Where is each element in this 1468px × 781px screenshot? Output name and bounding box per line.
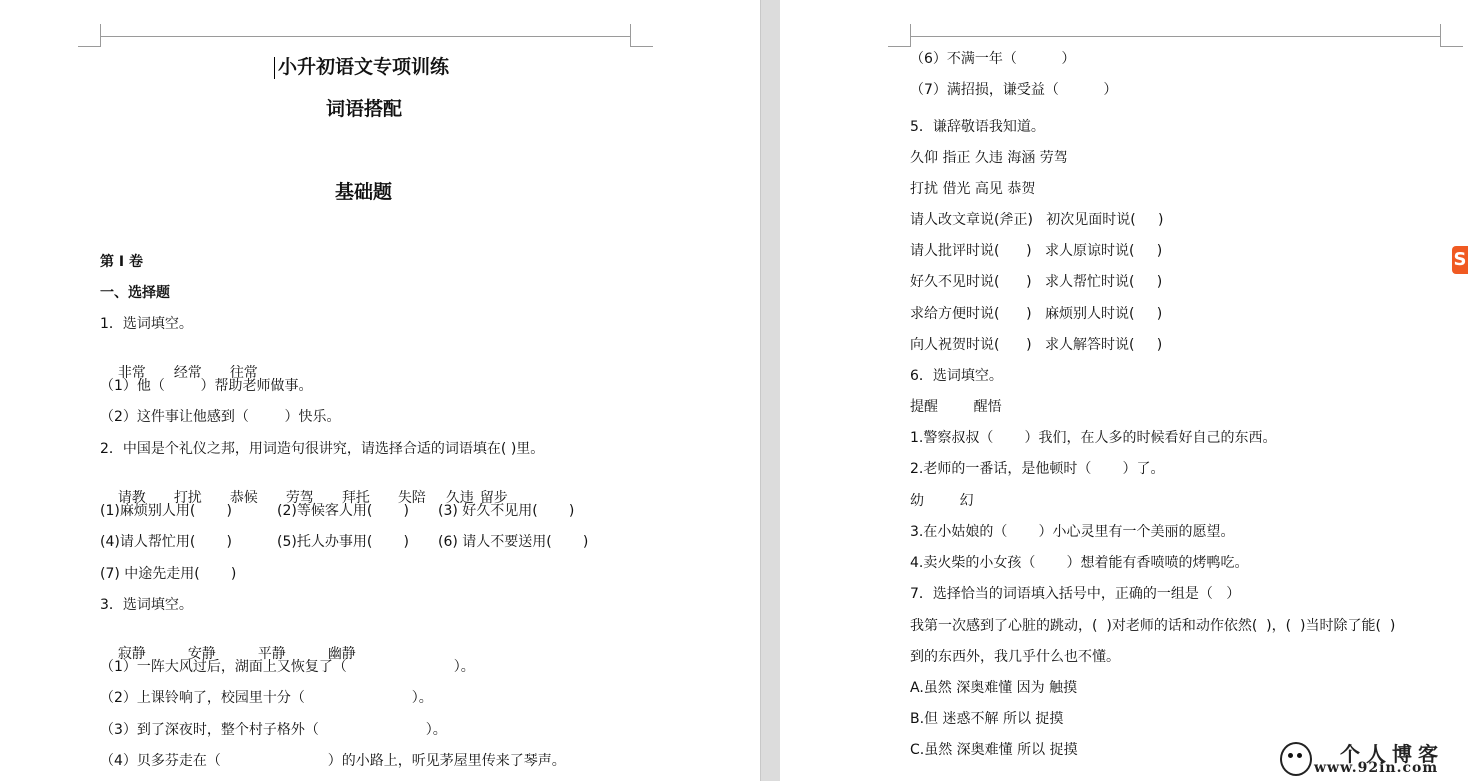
answer-option-c: C.虽然 深奥难懂 所以 捉摸 [910, 742, 1078, 758]
question-item: (2)等候客人用( ) [277, 503, 409, 519]
question-item: 2.老师的一番话，是他顿时（ ）了。 [910, 461, 1165, 477]
question-6-word-bank: 幼 幻 [910, 493, 974, 509]
question-item: 好久不见时说( ) 求人帮忙时说( ) [910, 274, 1163, 290]
page-gutter [760, 0, 782, 781]
header-line [100, 36, 630, 37]
word: 往常 [229, 365, 258, 381]
question-item: (1)麻烦别人用( ) [100, 503, 232, 519]
word: 留步 [479, 490, 508, 506]
crop-mark-top-right [630, 24, 653, 47]
side-app-logo-icon[interactable]: S [1452, 246, 1468, 274]
header-line [910, 36, 1440, 37]
crop-mark-top-right [1440, 24, 1463, 47]
question-item: (7) 中途先走用( ) [100, 566, 237, 582]
question-item: （7）满招损，谦受益（ ） [910, 82, 1118, 98]
question-item: （3）到了深夜时，整个村子格外（ ）。 [100, 722, 447, 738]
question-item: （6）不满一年（ ） [910, 51, 1076, 67]
question-6-prompt: 6．选词填空。 [910, 368, 1003, 384]
word: 平静 [257, 646, 286, 662]
word: 幽静 [327, 646, 356, 662]
question-item: （1）一阵大风过后，湖面上又恢复了（ ）。 [100, 659, 475, 675]
question-7-prompt: 7．选择恰当的词语填入括号中，正确的一组是（ ） [910, 586, 1241, 602]
question-item: 请人批评时说( ) 求人原谅时说( ) [910, 243, 1163, 259]
word: 劳驾 [285, 490, 314, 506]
part-heading: 一、选择题 [100, 285, 170, 301]
watermark-url: www.92in.com [1314, 760, 1439, 776]
question-2-prompt: 2．中国是个礼仪之邦，用词造句很讲究，请选择合适的词语填在( )里。 [100, 441, 545, 457]
crop-mark-top-left [78, 24, 101, 47]
document-title: 小升初语文专项训练 [278, 56, 450, 78]
volume-heading: 第 I 卷 [100, 254, 143, 270]
question-item: (6) 请人不要送用( ) [438, 534, 589, 550]
question-item: (3) 好久不见用( ) [438, 503, 575, 519]
question-item: （4）贝多芬走在（ ）的小路上，听见茅屋里传来了琴声。 [100, 753, 566, 769]
section-heading: 基础题 [335, 181, 393, 203]
word: 失陪 [397, 490, 426, 506]
word: 经常 [173, 365, 202, 381]
word: 非常 [117, 365, 146, 381]
word: 请教 [117, 490, 146, 506]
answer-option-b: B.但 迷惑不解 所以 捉摸 [910, 711, 1064, 727]
watermark [1280, 738, 1465, 778]
word: 久违 [445, 490, 474, 506]
question-item: (4)请人帮忙用( ) [100, 534, 232, 550]
word: 拜托 [341, 490, 370, 506]
word: 寂静 [117, 646, 146, 662]
question-item: （2）这件事让他感到（ ）快乐。 [100, 409, 341, 425]
answer-option-a: A.虽然 深奥难懂 因为 触摸 [910, 680, 1078, 696]
question-3-prompt: 3．选词填空。 [100, 597, 193, 613]
question-item: （2）上课铃响了，校园里十分（ ）。 [100, 690, 433, 706]
question-item: 请人改文章说(斧正) 初次见面时说( ) [910, 212, 1164, 228]
question-7-text: 我第一次感到了心脏的跳动，( )对老师的话和动作依然( )，( )当时除了能( ) [910, 618, 1396, 634]
question-item: 1.警察叔叔（ ）我们，在人多的时候看好自己的东西。 [910, 430, 1277, 446]
question-item: 向人祝贺时说( ) 求人解答时说( ) [910, 337, 1163, 353]
question-6-word-bank: 提醒 醒悟 [910, 399, 1002, 415]
text-cursor [274, 57, 275, 79]
document-subtitle: 词语搭配 [326, 98, 403, 120]
word: 安静 [187, 646, 216, 662]
question-item: 4.卖火柴的小女孩（ ）想着能有香喷喷的烤鸭吃。 [910, 555, 1249, 571]
question-item: （1）他（ ）帮助老师做事。 [100, 378, 313, 394]
question-1-prompt: 1．选词填空。 [100, 316, 193, 332]
watermark-title: 个人博客 [1340, 742, 1444, 766]
question-item: (5)托人办事用( ) [277, 534, 409, 550]
watermark-mascot-icon [1280, 742, 1312, 776]
question-5-word-bank: 久仰 指正 久违 海涵 劳驾 [910, 150, 1068, 166]
document-page-right [780, 0, 1468, 781]
question-item: 3.在小姑娘的（ ）小心灵里有一个美丽的愿望。 [910, 524, 1235, 540]
question-item: 求给方便时说( ) 麻烦别人时说( ) [910, 306, 1163, 322]
crop-mark-top-left [888, 24, 911, 47]
question-5-prompt: 5．谦辞敬语我知道。 [910, 119, 1045, 135]
word: 恭候 [229, 490, 258, 506]
question-5-word-bank: 打扰 借光 高见 恭贺 [910, 181, 1036, 197]
word: 打扰 [173, 490, 202, 506]
question-7-text: 到的东西外，我几乎什么也不懂。 [910, 649, 1120, 665]
